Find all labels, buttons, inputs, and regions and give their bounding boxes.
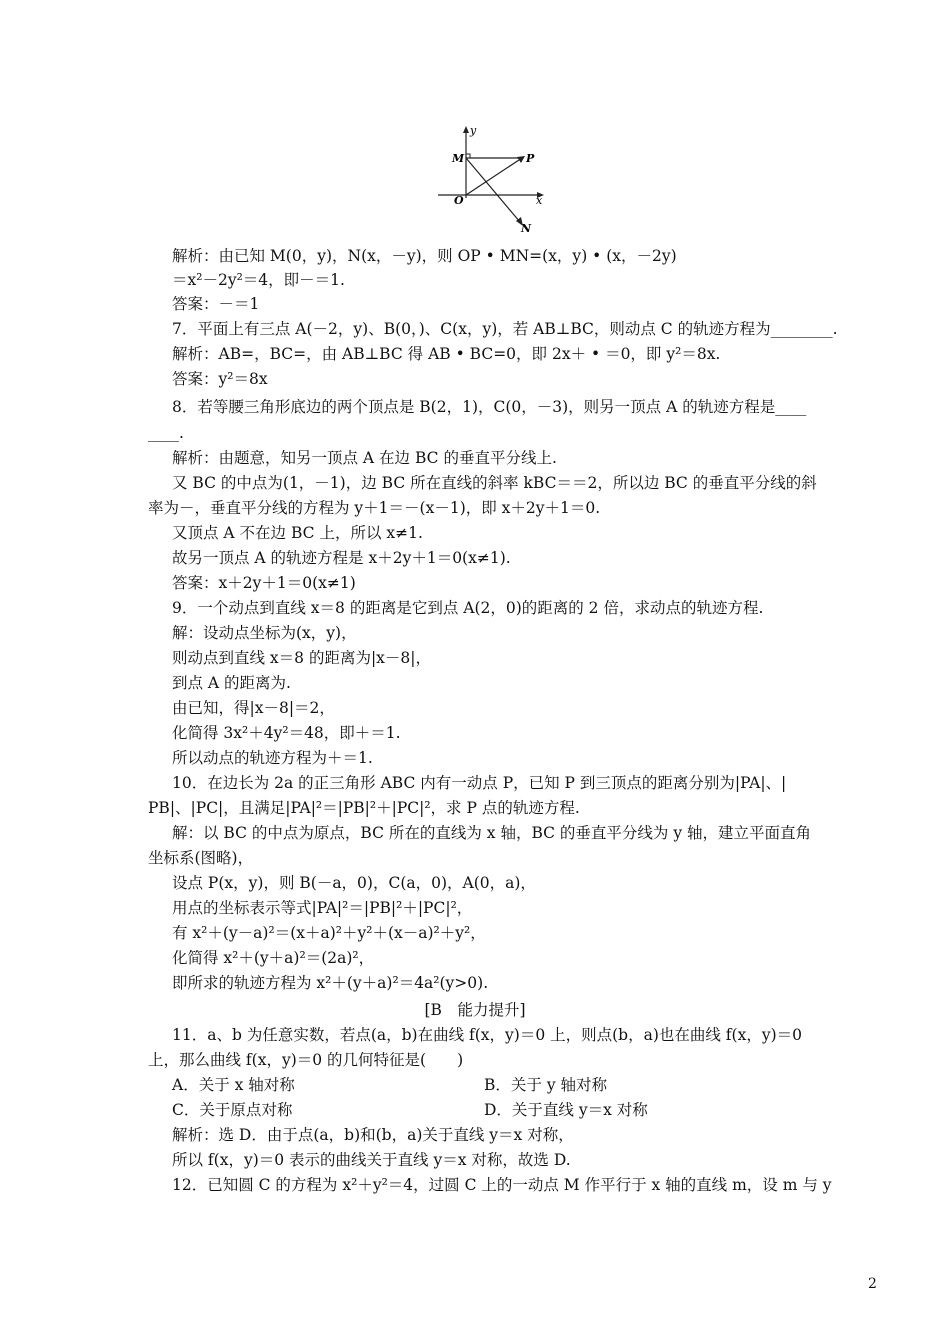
figure-label-x: x: [536, 194, 543, 207]
text-line: 率为－，垂直平分线的方程为 y＋1＝－(x－1)，即 x＋2y＋1＝0.: [148, 499, 601, 517]
text-line: 10．在边长为 2a 的正三角形 ABC 内有一动点 P，已知 P 到三顶点的距离分别为|PA|、|: [172, 774, 787, 792]
option-c: C．关于原点对称: [172, 1101, 293, 1119]
figure-label-n: N: [521, 222, 532, 232]
text-line: 答案：y²＝8x: [172, 370, 268, 388]
text-line: 解析：AB=，BC=，由 AB⊥BC 得 AB • BC=0，即 2x＋ • ＝0，即 y²＝8x.: [172, 345, 721, 363]
text-line: 化简得 x²＋(y＋a)²＝(2a)²，: [172, 949, 375, 967]
text-line: 所以动点的轨迹方程为＋＝1.: [172, 749, 373, 767]
page-number: 2: [868, 1276, 877, 1292]
text-line: 用点的坐标表示等式|PA|²＝|PB|²＋|PC|²，: [172, 899, 473, 917]
text-line: 9．一个动点到直线 x＝8 的距离是它到点 A(2，0)的距离的 2 倍，求动点的轨迹方程.: [172, 599, 764, 617]
text-line: ＝x²－2y²＝4，即－＝1.: [172, 271, 345, 289]
text-line: 故另一顶点 A 的轨迹方程是 x＋2y＋1＝0(x≠1).: [172, 549, 511, 567]
text-line: 到点 A 的距离为.: [172, 674, 291, 692]
figure-label-p: P: [526, 152, 535, 165]
text-line: 解：以 BC 的中点为原点，BC 所在的直线为 x 轴，BC 的垂直平分线为 y 轴，建立平面直角: [172, 824, 812, 842]
text-line: 12．已知圆 C 的方程为 x²＋y²＝4，过圆 C 上的一动点 M 作平行于 x 轴的直线 m，设 m 与 y: [172, 1176, 832, 1194]
figure-label-m: M: [452, 152, 465, 165]
text-line: 所以 f(x，y)＝0 表示的曲线关于直线 y＝x 对称，故选 D.: [172, 1151, 571, 1169]
text-line: 即所求的轨迹方程为 x²＋(y＋a)²＝4a²(y>0).: [172, 974, 489, 992]
y-axis-arrow: [463, 126, 469, 133]
text-line: ____.: [148, 424, 184, 442]
text-line: 解析：由题意，知另一顶点 A 在边 BC 的垂直平分线上.: [172, 449, 557, 467]
line-op: [466, 158, 522, 195]
text-line: 解：设动点坐标为(x，y)，: [172, 624, 357, 642]
figure-label-y: y: [470, 124, 477, 137]
text-line: 解析：选 D．由于点(a，b)和(b，a)关于直线 y＝x 对称，: [172, 1126, 574, 1144]
text-line: 上，那么曲线 f(x，y)＝0 的几何特征是( ): [148, 1051, 464, 1069]
text-line: 坐标系(图略)，: [148, 849, 254, 867]
text-line: 答案：x＋2y＋1＝0(x≠1): [172, 574, 356, 592]
text-line: 答案：－＝1: [172, 295, 260, 313]
text-line: 又顶点 A 不在边 BC 上，所以 x≠1.: [172, 524, 423, 542]
text-line: 11．a、b 为任意实数，若点(a，b)在曲线 f(x，y)＝0 上，则点(b，a)也在曲线 f(x，y)＝0: [172, 1026, 802, 1044]
text-line: PB|、|PC|，且满足|PA|²＝|PB|²＋|PC|²，求 P 点的轨迹方程.: [148, 799, 580, 817]
option-b: B．关于 y 轴对称: [484, 1076, 608, 1094]
option-a: A．关于 x 轴对称: [172, 1076, 295, 1094]
figure-label-o: O: [454, 194, 464, 207]
text-line: 又 BC 的中点为(1，－1)，边 BC 所在直线的斜率 kBC＝＝2，所以边 BC 的垂直平分线的斜: [172, 474, 817, 492]
text-line: 由已知，得|x－8|＝2，: [172, 699, 335, 717]
text-line: 解析：由已知 M(0，y)，N(x，－y)，则 OP • MN=(x，y) • (x，－2y): [172, 247, 677, 265]
option-d: D．关于直线 y＝x 对称: [484, 1101, 648, 1119]
text-line: 有 x²＋(y－a)²＝(x＋a)²＋y²＋(x－a)²＋y²，: [172, 924, 486, 942]
text-line: 化简得 3x²＋4y²＝48，即＋＝1.: [172, 724, 401, 742]
text-line: 设点 P(x，y)，则 B(－a，0)，C(a，0)，A(0，a)，: [172, 874, 536, 892]
text-line: 则动点到直线 x＝8 的距离为|x－8|，: [172, 649, 432, 667]
coordinate-figure: [432, 122, 552, 232]
section-heading: [B 能力提升]: [424, 1001, 526, 1019]
text-line: 8．若等腰三角形底边的两个顶点是 B(2，1)，C(0，－3)，则另一顶点 A 的轨迹方程是____: [172, 398, 807, 416]
text-line: 7．平面上有三点 A(－2，y)、B(0，)、C(x，y)，若 AB⊥BC，则动点 C 的轨迹方程为________.: [172, 320, 838, 338]
